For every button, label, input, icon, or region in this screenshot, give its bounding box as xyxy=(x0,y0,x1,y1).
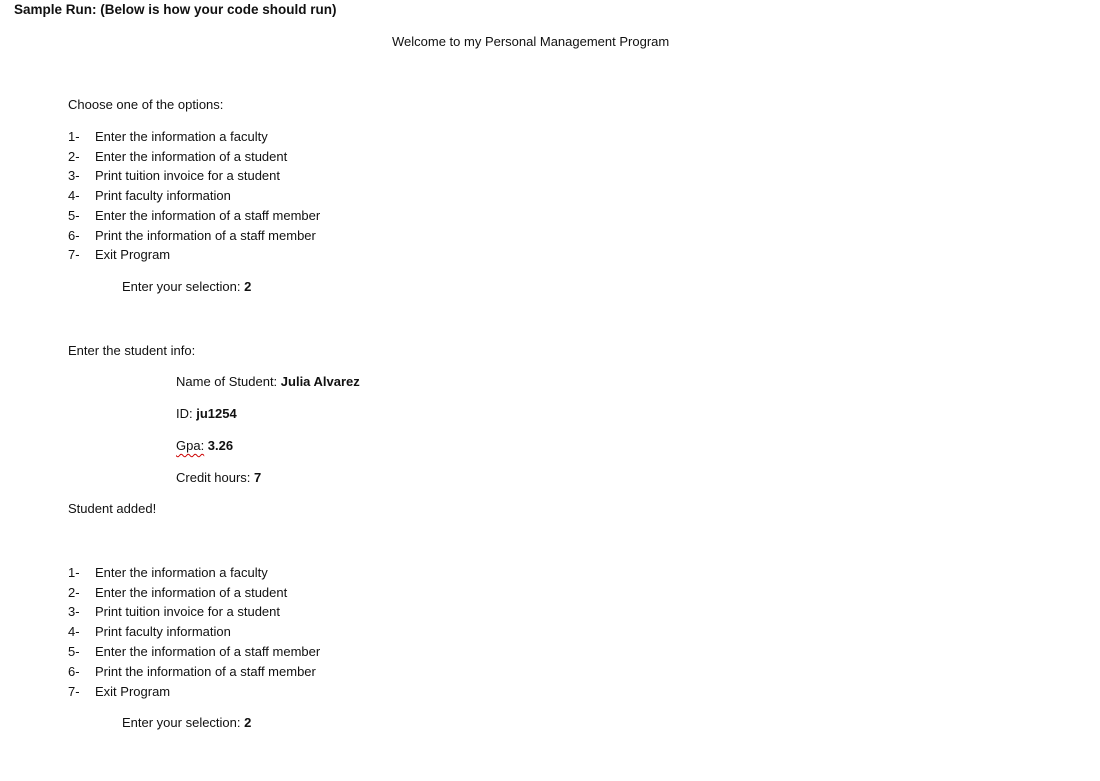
menu-number: 6- xyxy=(68,664,80,679)
menu-item-3 xyxy=(68,168,280,184)
selection-value: 2 xyxy=(244,279,252,294)
student-credit-value: 7 xyxy=(254,470,262,485)
menu-number: 2- xyxy=(68,585,80,600)
menu-item-6 xyxy=(68,228,316,244)
student-name-label: Name of Student: xyxy=(176,374,281,389)
student-gpa-value: 3.26 xyxy=(204,438,234,453)
menu-label: Exit Program xyxy=(95,684,171,699)
menu-label: Print tuition invoice for a student xyxy=(95,168,280,183)
menu2-item-2 xyxy=(68,585,287,601)
menu-item-1 xyxy=(68,129,268,145)
menu-number: 5- xyxy=(68,208,80,223)
selection-prompt-2 xyxy=(122,715,251,731)
selection-label: Enter your selection: xyxy=(122,715,245,730)
menu-number: 1- xyxy=(68,129,80,144)
menu-number: 7- xyxy=(68,247,80,262)
student-credit-line xyxy=(176,470,261,486)
menu-number: 1- xyxy=(68,565,80,580)
menu-label: Print tuition invoice for a student xyxy=(95,604,280,619)
student-added-message: Student added! xyxy=(68,501,157,516)
menu-label: Print faculty information xyxy=(95,624,231,639)
student-name-line xyxy=(176,374,360,390)
student-id-line xyxy=(176,406,237,422)
menu-item-4 xyxy=(68,188,231,204)
menu-label: Print faculty information xyxy=(95,188,231,203)
menu-label: Exit Program xyxy=(95,247,171,262)
menu-number: 4- xyxy=(68,624,80,639)
menu-label: Enter the information of a student xyxy=(95,585,288,600)
menu2-item-7 xyxy=(68,684,170,700)
student-id-value: ju1254 xyxy=(196,406,237,421)
menu-label: Enter the information of a staff member xyxy=(95,644,321,659)
menu-label: Enter the information of a staff member xyxy=(95,208,321,223)
welcome-text: Welcome to my Personal Management Program xyxy=(392,34,670,49)
menu-number: 2- xyxy=(68,149,80,164)
selection-label: Enter your selection: xyxy=(122,279,245,294)
menu-label: Enter the information a faculty xyxy=(95,129,268,144)
menu-number: 6- xyxy=(68,228,80,243)
sample-run-heading: Sample Run: (Below is how your code should run) xyxy=(14,2,337,17)
menu2-item-6 xyxy=(68,664,316,680)
menu2-item-1 xyxy=(68,565,268,581)
menu-number: 3- xyxy=(68,168,80,183)
student-gpa-label: Gpa: xyxy=(176,438,205,453)
menu2-item-3 xyxy=(68,604,280,620)
menu-label: Enter the information a faculty xyxy=(95,565,268,580)
choose-options-prompt: Choose one of the options: xyxy=(68,97,224,112)
menu-item-2 xyxy=(68,149,287,165)
menu2-item-5 xyxy=(68,644,320,660)
student-gpa-line xyxy=(176,438,233,454)
student-credit-label: Credit hours: xyxy=(176,470,255,485)
menu-label: Enter the information of a student xyxy=(95,149,288,164)
menu-item-5 xyxy=(68,208,320,224)
menu-number: 5- xyxy=(68,644,80,659)
menu-label: Print the information of a staff member xyxy=(95,664,316,679)
student-id-label: ID: xyxy=(176,406,197,421)
student-name-value: Julia Alvarez xyxy=(280,374,360,389)
menu-number: 3- xyxy=(68,604,80,619)
selection-prompt xyxy=(122,279,251,295)
menu-item-7 xyxy=(68,247,170,263)
menu2-item-4 xyxy=(68,624,231,640)
student-info-prompt: Enter the student info: xyxy=(68,343,196,358)
selection-value: 2 xyxy=(244,715,252,730)
menu-label: Print the information of a staff member xyxy=(95,228,316,243)
menu-number: 7- xyxy=(68,684,80,699)
menu-number: 4- xyxy=(68,188,80,203)
